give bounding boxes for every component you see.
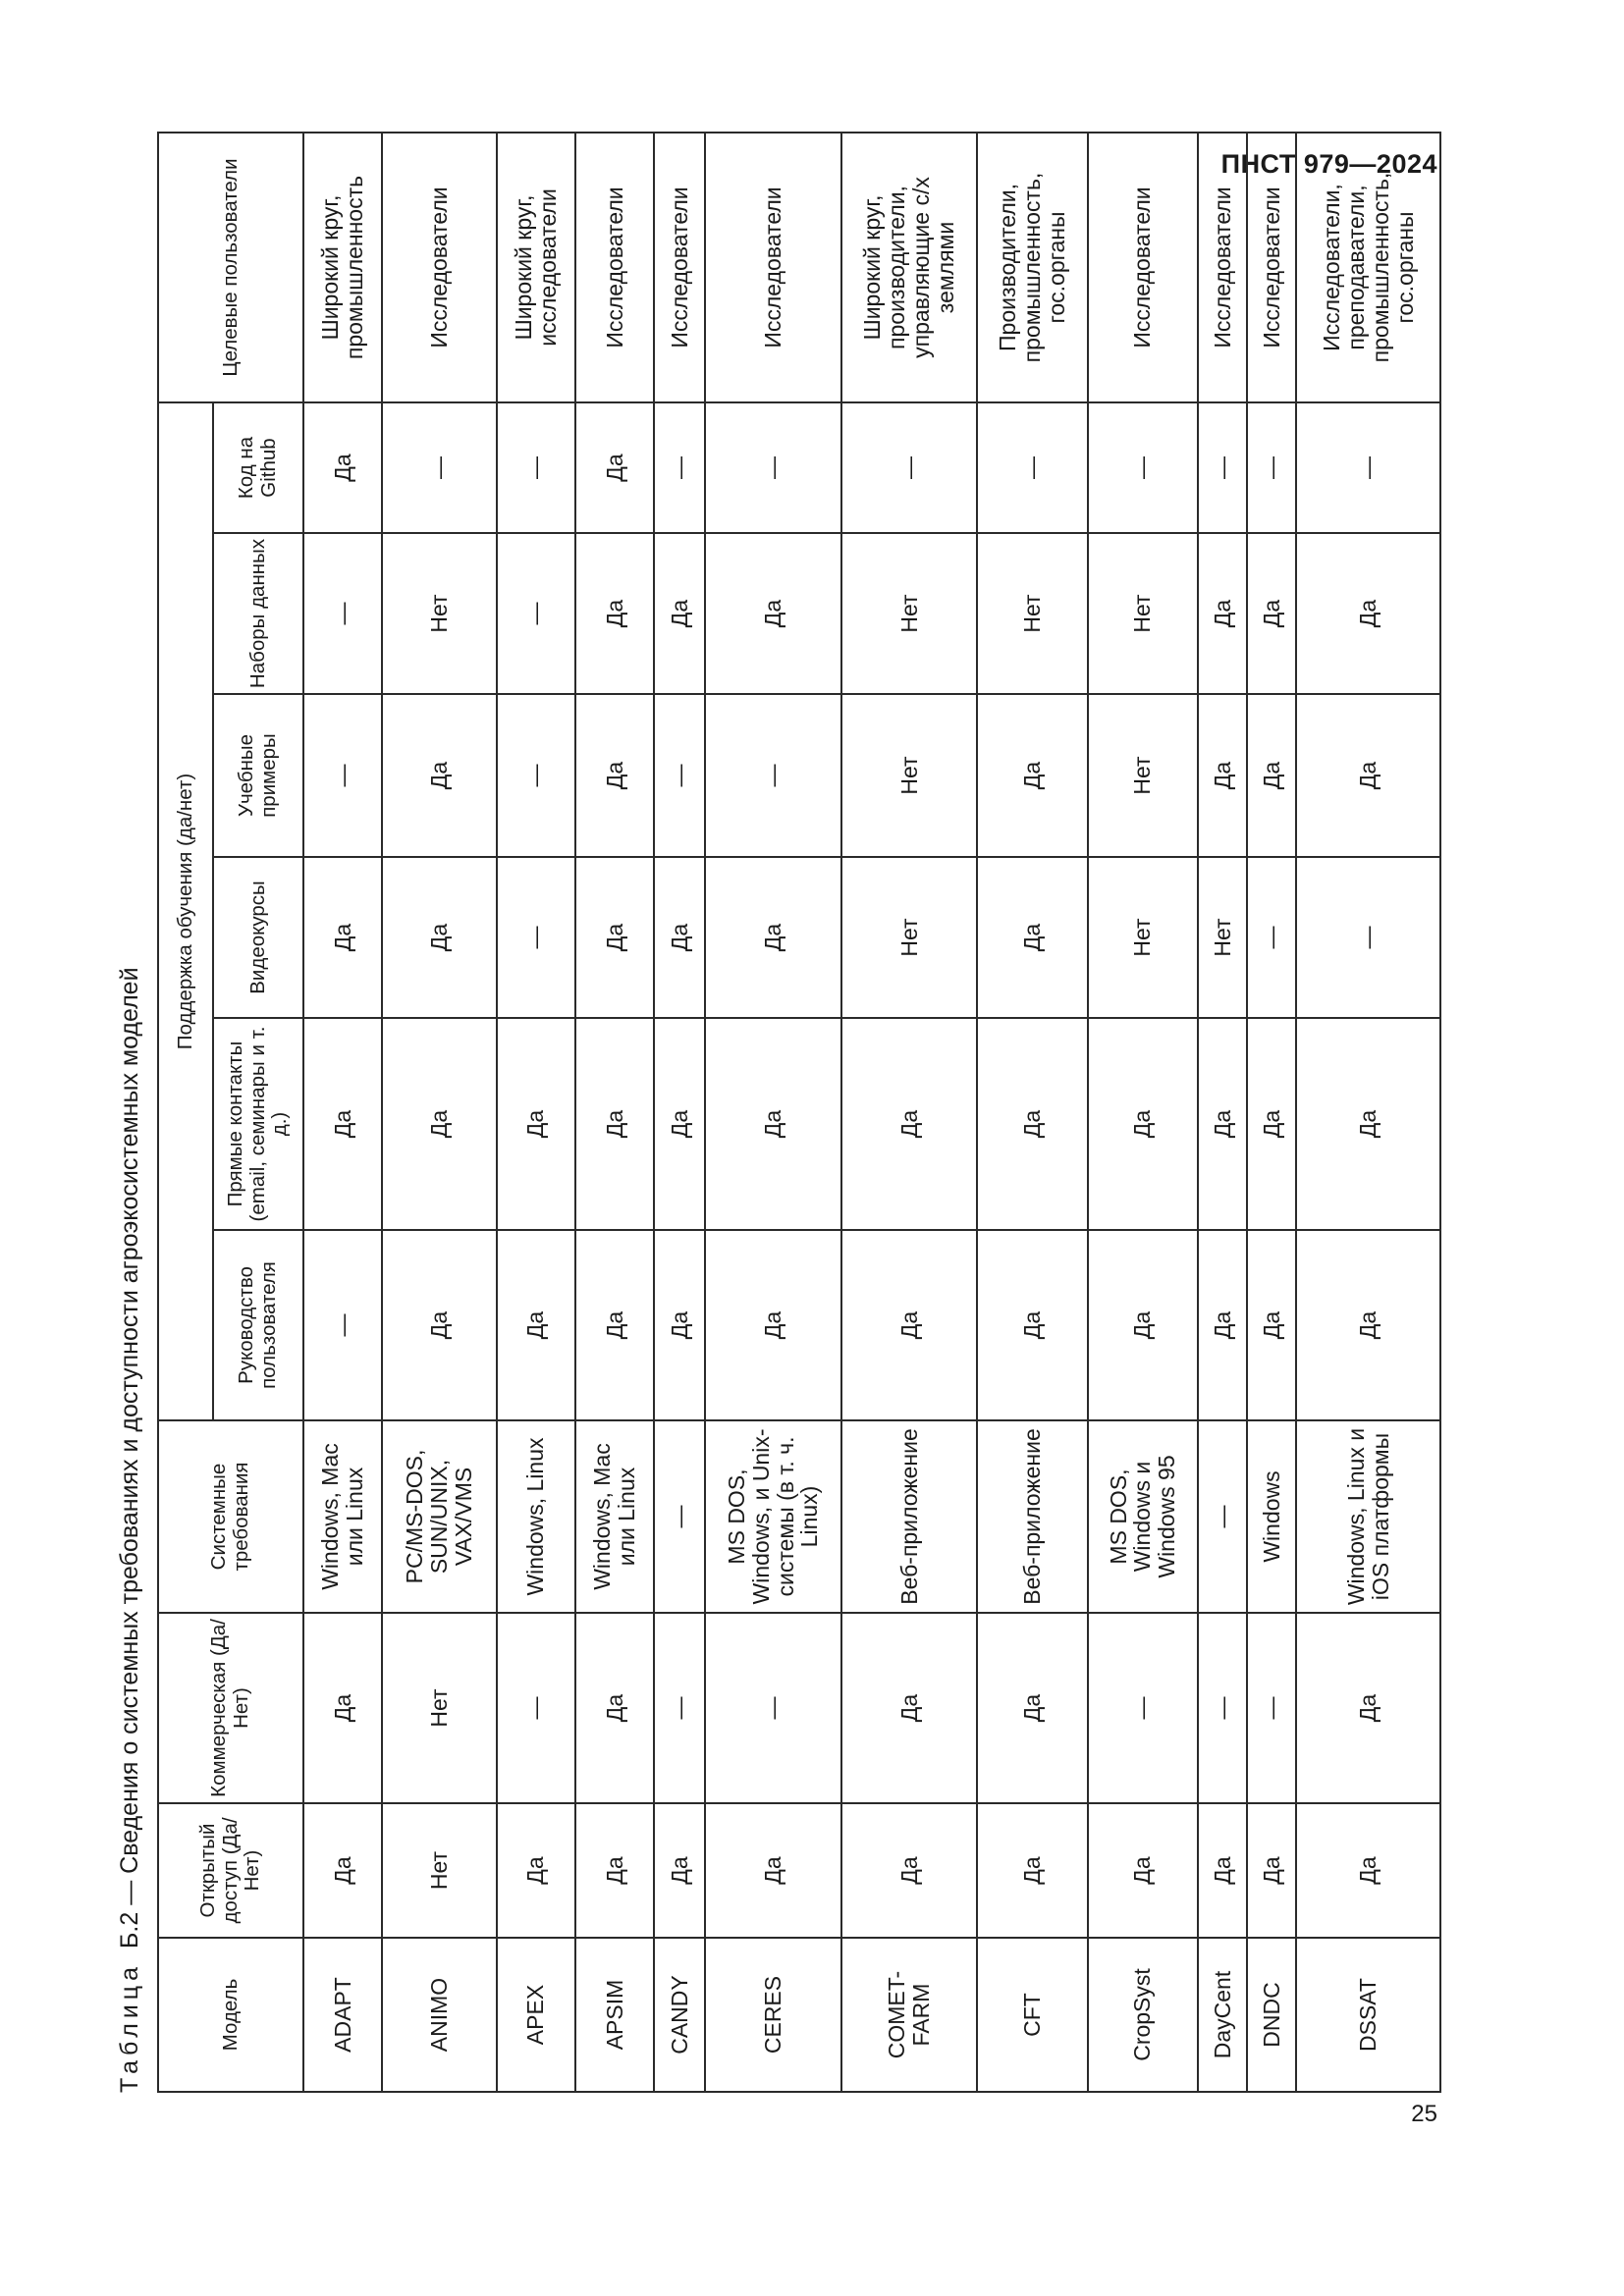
header-row-1 — [158, 133, 213, 2092]
cell-datasets: Нет — [1088, 533, 1198, 694]
cell-target-users: Исследователи — [1247, 133, 1296, 402]
cell-open-access: Да — [977, 1803, 1087, 1938]
table-caption — [110, 967, 149, 2093]
cell-commercial: — — [705, 1613, 840, 1803]
header-commercial: Коммерческая (Да/Нет) — [158, 1613, 303, 1803]
cell-commercial: Нет — [382, 1613, 496, 1803]
cell-open-access: Нет — [382, 1803, 496, 1938]
cell-video-courses: — — [1247, 857, 1296, 1018]
cell-datasets: Да — [705, 533, 840, 694]
table-row — [705, 133, 840, 2092]
cell-system-requirements: Windows — [1247, 1420, 1296, 1613]
cell-tutorials: — — [654, 694, 705, 857]
header-system-requirements: Системные требования — [158, 1420, 303, 1613]
cell-direct-contacts: Да — [654, 1018, 705, 1230]
cell-open-access: Да — [1247, 1803, 1296, 1938]
cell-target-users: Исследователи — [575, 133, 654, 402]
cell-datasets: Да — [1247, 533, 1296, 694]
cell-open-access: Да — [497, 1803, 575, 1938]
cell-commercial: — — [1198, 1613, 1247, 1803]
header-datasets: Наборы данных — [213, 533, 303, 694]
header-video-courses: Видеокурсы — [213, 857, 303, 1018]
cell-user-manual: Да — [654, 1230, 705, 1420]
cell-video-courses: Да — [654, 857, 705, 1018]
cell-direct-contacts: Да — [1247, 1018, 1296, 1230]
cell-target-users: Широкий круг, промышленность — [303, 133, 382, 402]
cell-direct-contacts: Да — [1296, 1018, 1440, 1230]
cell-target-users: Производители, промышленность, гос.органы — [977, 133, 1087, 402]
header-direct-contacts: Прямые контакты (email, семинары и т. д.) — [213, 1018, 303, 1230]
cell-video-courses: — — [497, 857, 575, 1018]
table-row — [654, 133, 705, 2092]
cell-tutorials: Нет — [841, 694, 977, 857]
cell-video-courses: — — [1296, 857, 1440, 1018]
cell-target-users: Исследователи — [654, 133, 705, 402]
cell-direct-contacts: Да — [1198, 1018, 1247, 1230]
table-row — [1247, 133, 1296, 2092]
cell-github-code: — — [654, 402, 705, 533]
table-row — [303, 133, 382, 2092]
cell-tutorials: — — [705, 694, 840, 857]
cell-open-access: Да — [303, 1803, 382, 1938]
cell-user-manual: Да — [382, 1230, 496, 1420]
cell-tutorials: Нет — [1088, 694, 1198, 857]
header-open-access: Открытый доступ (Да/Нет) — [158, 1803, 303, 1938]
header-training-support: Поддержка обучения (да/нет) — [158, 402, 213, 1420]
cell-target-users: Исследователи — [1088, 133, 1198, 402]
cell-user-manual: Да — [1198, 1230, 1247, 1420]
cell-system-requirements: — — [654, 1420, 705, 1613]
cell-direct-contacts: Да — [382, 1018, 496, 1230]
cell-user-manual: Да — [841, 1230, 977, 1420]
cell-commercial: Да — [575, 1613, 654, 1803]
cell-target-users: Исследователи — [382, 133, 496, 402]
cell-user-manual: Да — [497, 1230, 575, 1420]
cell-model: CANDY — [654, 1938, 705, 2092]
cell-model: APEX — [497, 1938, 575, 2092]
cell-model: CERES — [705, 1938, 840, 2092]
cell-datasets: Нет — [977, 533, 1087, 694]
cell-open-access: Да — [1198, 1803, 1247, 1938]
cell-model: DSSAT — [1296, 1938, 1440, 2092]
cell-datasets: — — [497, 533, 575, 694]
cell-user-manual: Да — [705, 1230, 840, 1420]
cell-datasets: Да — [1296, 533, 1440, 694]
cell-open-access: Да — [654, 1803, 705, 1938]
table-row — [1198, 133, 1247, 2092]
cell-open-access: Да — [705, 1803, 840, 1938]
cell-tutorials: — — [303, 694, 382, 857]
cell-user-manual: Да — [575, 1230, 654, 1420]
cell-model: DNDC — [1247, 1938, 1296, 2092]
cell-github-code: Да — [303, 402, 382, 533]
cell-video-courses: Да — [382, 857, 496, 1018]
cell-tutorials: Да — [382, 694, 496, 857]
cell-target-users: Широкий круг, производители, управляющие с/х землями — [841, 133, 977, 402]
document-code: ПНСТ 979—2024 — [1220, 149, 1437, 179]
cell-system-requirements: Windows, Mac или Linux — [575, 1420, 654, 1613]
cell-github-code: Да — [575, 402, 654, 533]
cell-system-requirements: Веб-приложение — [841, 1420, 977, 1613]
table-row — [841, 133, 977, 2092]
table-row — [497, 133, 575, 2092]
header-model: Модель — [158, 1938, 303, 2092]
cell-user-manual: Да — [1296, 1230, 1440, 1420]
caption-text: Б.2 — Сведения о системных требованиях и доступности агроэкосистемных моделей — [116, 967, 143, 1949]
cell-github-code: — — [1088, 402, 1198, 533]
cell-datasets: Да — [654, 533, 705, 694]
cell-system-requirements: PC/MS-DOS, SUN/UNIX, VAX/VMS — [382, 1420, 496, 1613]
cell-system-requirements: — — [1198, 1420, 1247, 1613]
cell-video-courses: Да — [705, 857, 840, 1018]
cell-video-courses: Нет — [841, 857, 977, 1018]
cell-user-manual: Да — [1088, 1230, 1198, 1420]
cell-direct-contacts: Да — [705, 1018, 840, 1230]
cell-direct-contacts: Да — [303, 1018, 382, 1230]
cell-direct-contacts: Да — [497, 1018, 575, 1230]
cell-github-code: — — [497, 402, 575, 533]
cell-model: CFT — [977, 1938, 1087, 2092]
cell-commercial: — — [497, 1613, 575, 1803]
cell-target-users: Исследователи — [1198, 133, 1247, 402]
cell-direct-contacts: Да — [1088, 1018, 1198, 1230]
cell-commercial: Да — [1296, 1613, 1440, 1803]
header-user-manual: Руководство пользователя — [213, 1230, 303, 1420]
header-tutorials: Учебные примеры — [213, 694, 303, 857]
table-body — [303, 133, 1440, 2092]
cell-commercial: Да — [841, 1613, 977, 1803]
cell-direct-contacts: Да — [841, 1018, 977, 1230]
cell-github-code: — — [1296, 402, 1440, 533]
cell-datasets: Да — [1198, 533, 1247, 694]
header-github-code: Код на Github — [213, 402, 303, 533]
cell-github-code: — — [705, 402, 840, 533]
cell-system-requirements: MS DOS, Windows и Windows 95 — [1088, 1420, 1198, 1613]
cell-direct-contacts: Да — [575, 1018, 654, 1230]
cell-system-requirements: MS DOS, Windows, и Unix-системы (в т. ч. Linux) — [705, 1420, 840, 1613]
cell-system-requirements: Windows, Linux и iOS платформы — [1296, 1420, 1440, 1613]
cell-user-manual: Да — [1247, 1230, 1296, 1420]
table-row — [1296, 133, 1440, 2092]
cell-open-access: Да — [1088, 1803, 1198, 1938]
cell-tutorials: Да — [1198, 694, 1247, 857]
cell-video-courses: Да — [575, 857, 654, 1018]
cell-video-courses: Нет — [1198, 857, 1247, 1018]
cell-github-code: — — [841, 402, 977, 533]
cell-model: CropSyst — [1088, 1938, 1198, 2092]
cell-commercial: Да — [977, 1613, 1087, 1803]
cell-direct-contacts: Да — [977, 1018, 1087, 1230]
cell-target-users: Широкий круг, исследователи — [497, 133, 575, 402]
cell-commercial: — — [1088, 1613, 1198, 1803]
cell-system-requirements: Windows, Mac или Linux — [303, 1420, 382, 1613]
cell-model: APSIM — [575, 1938, 654, 2092]
cell-datasets: Нет — [382, 533, 496, 694]
cell-commercial: Да — [303, 1613, 382, 1803]
cell-github-code: — — [1198, 402, 1247, 533]
header-target-users: Целевые пользователи — [158, 133, 303, 402]
cell-tutorials: Да — [575, 694, 654, 857]
cell-target-users: Исследователи, преподаватели, промышленность, гос.органы — [1296, 133, 1440, 402]
cell-open-access: Да — [575, 1803, 654, 1938]
cell-tutorials: Да — [1296, 694, 1440, 857]
caption-word: Таблица — [116, 1961, 143, 2093]
cell-tutorials: — — [497, 694, 575, 857]
cell-model: ANIMO — [382, 1938, 496, 2092]
cell-model: DayCent — [1198, 1938, 1247, 2092]
page-number: 25 — [1411, 2101, 1437, 2127]
cell-github-code: — — [977, 402, 1087, 533]
cell-commercial: — — [1247, 1613, 1296, 1803]
cell-datasets: — — [303, 533, 382, 694]
cell-system-requirements: Windows, Linux — [497, 1420, 575, 1613]
cell-video-courses: Да — [303, 857, 382, 1018]
table-row — [1088, 133, 1198, 2092]
table-row — [977, 133, 1087, 2092]
cell-user-manual: Да — [977, 1230, 1087, 1420]
cell-datasets: Нет — [841, 533, 977, 694]
table-row — [382, 133, 496, 2092]
cell-model: ADAPT — [303, 1938, 382, 2092]
cell-video-courses: Нет — [1088, 857, 1198, 1018]
cell-open-access: Да — [1296, 1803, 1440, 1938]
cell-datasets: Да — [575, 533, 654, 694]
cell-model: COMET-FARM — [841, 1938, 977, 2092]
models-table — [157, 132, 1441, 2093]
cell-github-code: — — [1247, 402, 1296, 533]
cell-target-users: Исследователи — [705, 133, 840, 402]
cell-video-courses: Да — [977, 857, 1087, 1018]
cell-github-code: — — [382, 402, 496, 533]
cell-open-access: Да — [841, 1803, 977, 1938]
cell-tutorials: Да — [1247, 694, 1296, 857]
cell-tutorials: Да — [977, 694, 1087, 857]
cell-user-manual: — — [303, 1230, 382, 1420]
table-row — [575, 133, 654, 2092]
cell-commercial: — — [654, 1613, 705, 1803]
cell-system-requirements: Веб-приложение — [977, 1420, 1087, 1613]
